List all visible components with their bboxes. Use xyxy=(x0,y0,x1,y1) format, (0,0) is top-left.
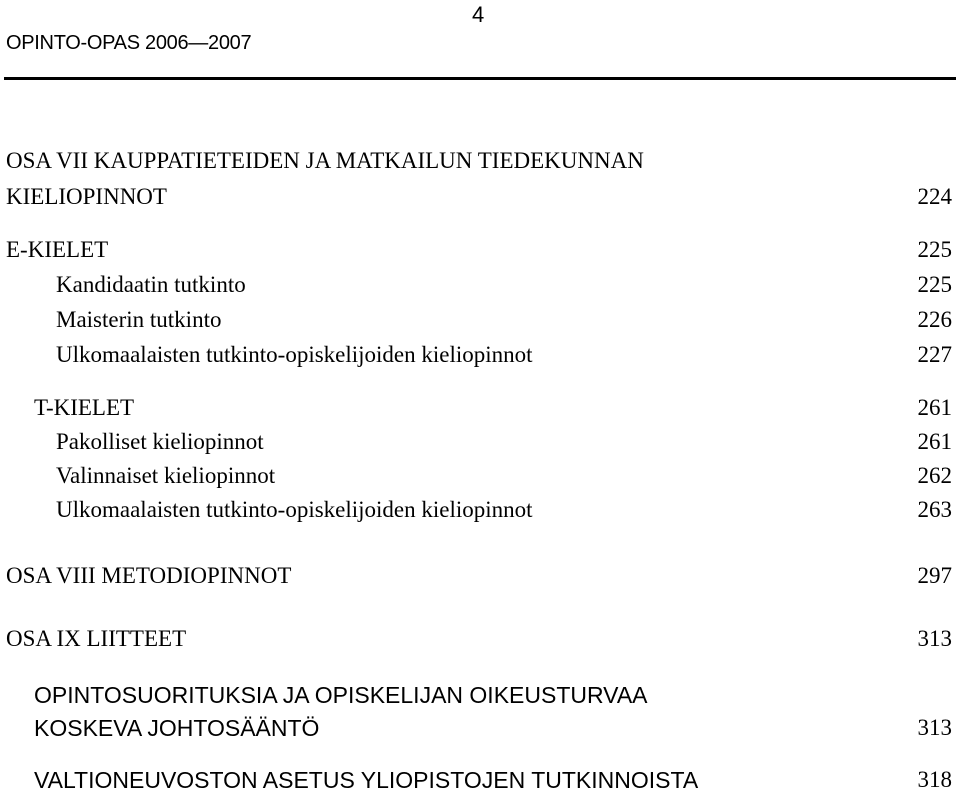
toc-entry-title: OSA VII KAUPPATIETEIDEN JA MATKAILUN TIEDEKUNNAN xyxy=(6,148,644,173)
toc-entry-ulkomaalaisten-t xyxy=(0,495,960,525)
toc-entry-e-kielet xyxy=(0,235,960,265)
toc-entry-osa-viii xyxy=(0,561,960,591)
toc-entry-title: OSA IX LIITTEET xyxy=(6,626,187,651)
toc-entry-maisterin-tutkinto xyxy=(0,305,960,335)
page-number: 4 xyxy=(472,2,485,27)
toc-entry-t-kielet xyxy=(0,393,960,423)
toc-entry-valinnaiset xyxy=(0,461,960,491)
toc-entry-title: E-KIELET xyxy=(6,237,109,262)
toc-entry-osa-vii-line2 xyxy=(0,182,960,212)
toc-entry-ulkomaalaisten-e xyxy=(0,340,960,370)
toc-entry-title: Valinnaiset kieliopinnot xyxy=(56,463,276,488)
toc-entry-title: VALTIONEUVOSTON ASETUS YLIOPISTOJEN TUTKINNOISTA xyxy=(34,767,699,793)
toc-entry-osa-vii-line1 xyxy=(0,146,960,176)
toc-entry-title: OPINTOSUORITUKSIA JA OPISKELIJAN OIKEUSTURVAA xyxy=(34,682,648,708)
toc-entry-title: KIELIOPINNOT xyxy=(6,184,167,209)
toc-page-number: 261 xyxy=(917,429,952,454)
toc-page-number: 225 xyxy=(917,272,952,297)
toc-entry-title: KOSKEVA JOHTOSÄÄNTÖ xyxy=(34,715,320,741)
toc-entry-kandidaatin-tutkinto xyxy=(0,270,960,300)
toc-entry-osa-ix xyxy=(0,624,960,654)
toc-page-number: 262 xyxy=(917,463,952,488)
toc-entry-opintosuorituksia-line1 xyxy=(0,680,960,710)
toc-entry-title: Ulkomaalaisten tutkinto-opiskelijoiden kieliopinnot xyxy=(56,342,533,367)
toc-page-number: 227 xyxy=(917,342,952,367)
toc-entry-title: Kandidaatin tutkinto xyxy=(56,272,246,297)
toc-page-number: 225 xyxy=(917,237,952,262)
toc-page-number: 313 xyxy=(917,715,952,740)
toc-page-number: 318 xyxy=(917,767,952,792)
header-divider xyxy=(4,77,956,80)
toc-entry-title: Pakolliset kieliopinnot xyxy=(56,429,264,454)
toc-page-number: 297 xyxy=(917,563,952,588)
toc-page-number: 263 xyxy=(917,497,952,522)
toc-entry-title: T-KIELET xyxy=(34,395,135,420)
toc-entry-opintosuorituksia-line2 xyxy=(0,713,960,743)
toc-entry-valtioneuvoston xyxy=(0,765,960,795)
toc-page-number: 224 xyxy=(917,184,952,209)
toc-entry-pakolliset xyxy=(0,427,960,457)
toc-entry-title: OSA VIII METODIOPINNOT xyxy=(6,563,292,588)
toc-entry-title: Ulkomaalaisten tutkinto-opiskelijoiden kieliopinnot xyxy=(56,497,533,522)
toc-page-number: 313 xyxy=(917,626,952,651)
toc-page-number: 261 xyxy=(917,395,952,420)
toc-entry-title: Maisterin tutkinto xyxy=(56,307,222,332)
running-header: OPINTO-OPAS 2006—2007 xyxy=(6,32,252,54)
toc-page-number: 226 xyxy=(917,307,952,332)
